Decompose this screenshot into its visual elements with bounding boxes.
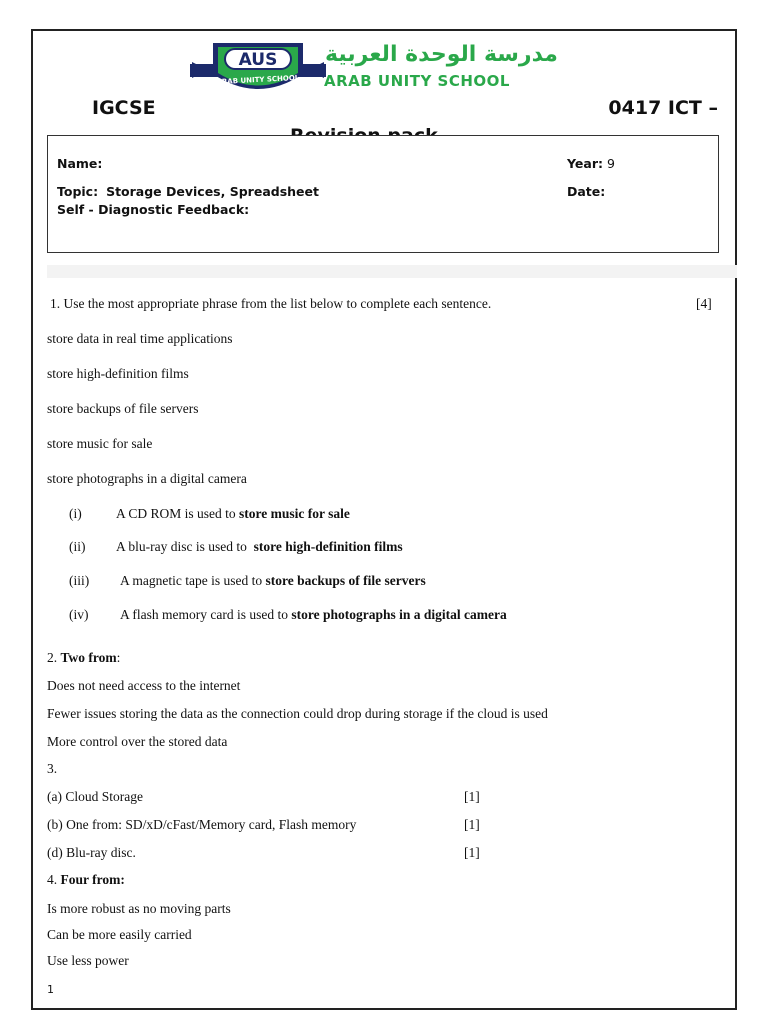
course-title: IGCSE — [92, 97, 156, 119]
q2-answer: More control over the stored data — [47, 734, 228, 749]
q1-item-answer: store photographs in a digital camera — [291, 607, 507, 622]
q2-heading-text: Two from — [60, 650, 117, 665]
q1-item-number: (ii) — [69, 539, 86, 554]
q4-answer: Can be more easily carried — [47, 927, 192, 942]
year-field — [567, 156, 615, 171]
school-name-arabic: مدرسة الوحدة العربية — [325, 42, 558, 67]
topic-label: Topic: — [57, 184, 99, 199]
q1-item-text: A CD ROM is used to — [116, 506, 236, 521]
q3-part-marks: [1] — [464, 789, 480, 804]
aus-badge-icon — [188, 38, 328, 100]
phrase-item: store high-definition films — [47, 366, 189, 381]
q3-part: (a) Cloud Storage — [47, 789, 143, 804]
topic-value: Storage Devices, Spreadsheet — [106, 184, 319, 199]
shaded-divider — [47, 265, 737, 278]
logo-ring-text: ARAB UNITY SCHOOL — [216, 73, 300, 87]
q1-item-text: A blu-ray disc is used to — [116, 539, 247, 554]
q1-item — [116, 539, 403, 555]
phrase-item: store photographs in a digital camera — [47, 471, 247, 486]
topic-field — [57, 184, 319, 199]
student-info-box — [47, 135, 719, 253]
school-logo — [188, 38, 580, 100]
q1-prompt: 1. Use the most appropriate phrase from the list below to complete each sentence. — [50, 296, 492, 311]
q2-heading — [47, 650, 120, 666]
q2-number: 2. — [47, 650, 58, 665]
name-label: Name: — [57, 156, 103, 171]
year-label: Year: — [567, 156, 603, 171]
school-name-english: ARAB UNITY SCHOOL — [324, 72, 510, 90]
q4-heading — [47, 872, 125, 888]
q1-item-answer: store music for sale — [239, 506, 350, 521]
feedback-label: Self - Diagnostic Feedback: — [57, 202, 250, 217]
q1-item-answer: store backups of file servers — [265, 573, 426, 588]
page-number: 1 — [47, 983, 54, 996]
q1-item-number: (i) — [69, 506, 82, 521]
q1-item-number: (iii) — [69, 573, 90, 588]
phrase-item: store data in real time applications — [47, 331, 233, 346]
q2-answer: Fewer issues storing the data as the connection could drop during storage if the cloud is used — [47, 706, 548, 721]
q1-item-text: A magnetic tape is used to — [120, 573, 263, 588]
q2-answer: Does not need access to the internet — [47, 678, 241, 693]
q1-item — [120, 607, 507, 623]
q1-item — [116, 506, 350, 522]
phrase-item: store music for sale — [47, 436, 153, 451]
q1-item-answer: store high-definition films — [253, 539, 403, 554]
q4-heading-text: Four from: — [60, 872, 125, 887]
q3-part-marks: [1] — [464, 817, 480, 832]
q1-marks: [4] — [696, 296, 712, 311]
logo-badge-text: AUS — [238, 50, 278, 70]
course-code: 0417 ICT – — [608, 97, 718, 119]
q1-item-number: (iv) — [69, 607, 89, 622]
q4-number: 4. — [47, 872, 58, 887]
q1-item-text: A flash memory card is used to — [120, 607, 288, 622]
q3-number: 3. — [47, 761, 58, 776]
q4-answer: Is more robust as no moving parts — [47, 901, 231, 916]
q3-part: (b) One from: SD/xD/cFast/Memory card, Flash memory — [47, 817, 357, 832]
q3-part: (d) Blu-ray disc. — [47, 845, 136, 860]
date-label: Date: — [567, 184, 606, 199]
q3-part-marks: [1] — [464, 845, 480, 860]
q4-answer: Use less power — [47, 953, 129, 968]
phrase-item: store backups of file servers — [47, 401, 199, 416]
q1-item — [120, 573, 426, 589]
q2-colon: : — [116, 650, 121, 665]
year-value: 9 — [606, 156, 615, 171]
